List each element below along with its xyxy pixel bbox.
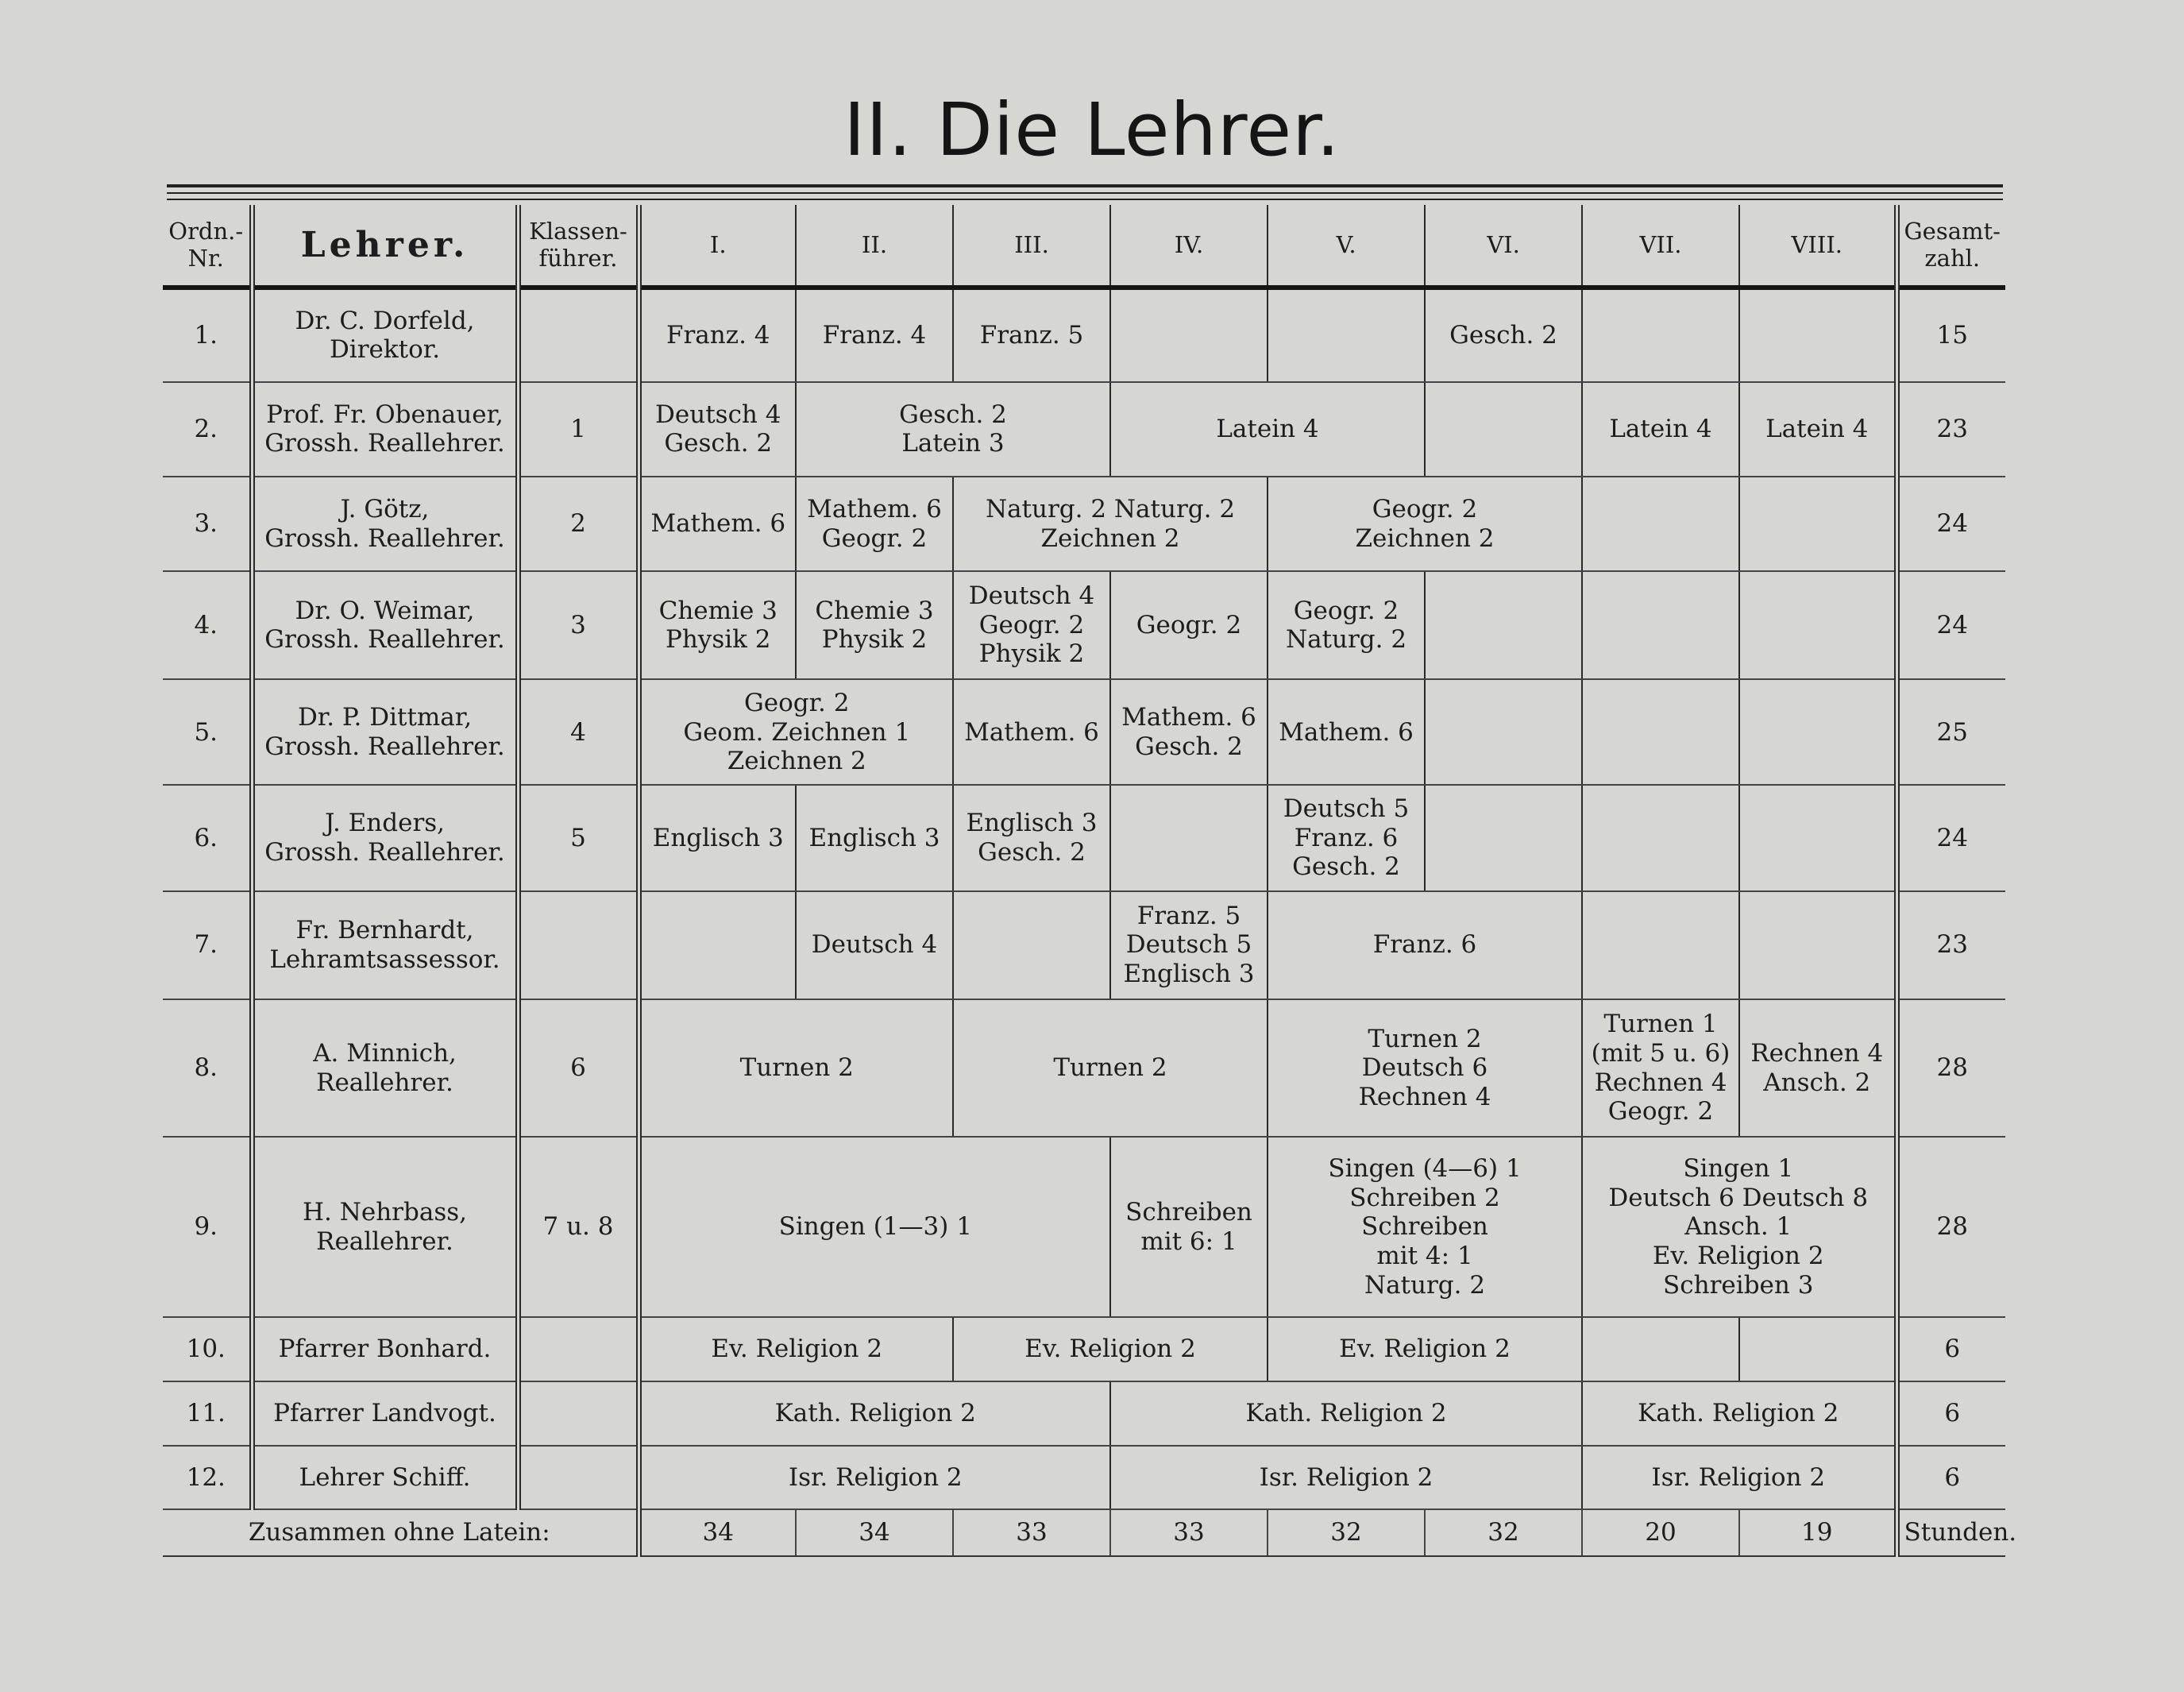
klassenfuehrer-cell bbox=[518, 1317, 639, 1381]
row-number: 2. bbox=[163, 382, 252, 477]
teacher-name: Prof. Fr. Obenauer, Grossh. Reallehrer. bbox=[252, 382, 518, 477]
row-number: 12. bbox=[163, 1446, 252, 1510]
lesson-cell: Isr. Religion 2 bbox=[1110, 1446, 1582, 1510]
class-header: IV. bbox=[1110, 205, 1268, 288]
title-rule-middle bbox=[167, 192, 2003, 194]
lesson-cell: Geogr. 2 Zeichnen 2 bbox=[1268, 477, 1582, 571]
row-number: 5. bbox=[163, 679, 252, 785]
teacher-name: H. Nehrbass, Reallehrer. bbox=[252, 1137, 518, 1317]
total-value: 32 bbox=[1268, 1509, 1425, 1556]
totals-row bbox=[163, 1509, 2005, 1556]
lesson-cell bbox=[1582, 891, 1739, 999]
lesson-cell bbox=[1110, 288, 1268, 382]
lesson-cell: Ev. Religion 2 bbox=[1268, 1317, 1582, 1381]
lesson-cell: Latein 4 bbox=[1582, 382, 1739, 477]
lesson-cell bbox=[1739, 288, 1897, 382]
klassenfuehrer-cell bbox=[518, 1446, 639, 1510]
class-header: I. bbox=[639, 205, 796, 288]
lesson-cell: Kath. Religion 2 bbox=[639, 1381, 1110, 1446]
total-hours: 28 bbox=[1897, 999, 2005, 1138]
lesson-cell bbox=[1425, 679, 1582, 785]
lesson-cell: Gesch. 2 bbox=[1425, 288, 1582, 382]
lesson-cell bbox=[1739, 1317, 1897, 1381]
teacher-timetable bbox=[163, 205, 2017, 1557]
lesson-cell bbox=[1582, 679, 1739, 785]
table-row bbox=[163, 1446, 2005, 1510]
lesson-cell bbox=[1582, 477, 1739, 571]
teacher-name: Lehrer Schiff. bbox=[252, 1446, 518, 1510]
lesson-cell: Deutsch 5 Franz. 6 Gesch. 2 bbox=[1268, 785, 1425, 890]
lesson-cell: Turnen 2 bbox=[639, 999, 953, 1138]
lesson-cell bbox=[1582, 288, 1739, 382]
lesson-cell: Franz. 5 bbox=[953, 288, 1110, 382]
lesson-cell: Mathem. 6 Gesch. 2 bbox=[1110, 679, 1268, 785]
lesson-cell: Chemie 3 Physik 2 bbox=[639, 571, 796, 679]
lesson-cell: Gesch. 2 Latein 3 bbox=[796, 382, 1110, 477]
teacher-name: Pfarrer Landvogt. bbox=[252, 1381, 518, 1446]
lesson-cell: Englisch 3 Gesch. 2 bbox=[953, 785, 1110, 890]
total-hours: 24 bbox=[1897, 785, 2005, 890]
header-row bbox=[163, 205, 2005, 288]
lesson-cell bbox=[1425, 382, 1582, 477]
total-value: 34 bbox=[796, 1509, 953, 1556]
total-hours: 23 bbox=[1897, 891, 2005, 999]
lesson-cell bbox=[1739, 785, 1897, 890]
lesson-cell: Singen 1 Deutsch 6 Deutsch 8 Ansch. 1 Ev. Religion 2 Schreiben 3 bbox=[1582, 1137, 1897, 1317]
row-number: 3. bbox=[163, 477, 252, 571]
teacher-name: A. Minnich, Reallehrer. bbox=[252, 999, 518, 1138]
klassenfuehrer-cell bbox=[518, 288, 639, 382]
total-hours: 24 bbox=[1897, 477, 2005, 571]
lesson-cell: Turnen 2 Deutsch 6 Rechnen 4 bbox=[1268, 999, 1582, 1138]
class-header: III. bbox=[953, 205, 1110, 288]
row-number: 7. bbox=[163, 891, 252, 999]
lesson-cell: Ev. Religion 2 bbox=[953, 1317, 1268, 1381]
klassenfuehrer-cell bbox=[518, 1381, 639, 1446]
total-hours: 25 bbox=[1897, 679, 2005, 785]
lesson-cell: Isr. Religion 2 bbox=[1582, 1446, 1897, 1510]
table-row bbox=[163, 891, 2005, 999]
table-row bbox=[163, 288, 2005, 382]
row-number: 11. bbox=[163, 1381, 252, 1446]
lesson-cell: Ev. Religion 2 bbox=[639, 1317, 953, 1381]
klassenfuehrer-cell: 4 bbox=[518, 679, 639, 785]
table-row bbox=[163, 679, 2005, 785]
klassenfuehrer-cell: 5 bbox=[518, 785, 639, 890]
title-rule-bottom bbox=[167, 199, 2003, 200]
row-number: 1. bbox=[163, 288, 252, 382]
lesson-cell: Mathem. 6 Geogr. 2 bbox=[796, 477, 953, 571]
lesson-cell: Mathem. 6 bbox=[953, 679, 1110, 785]
title-rule-top bbox=[167, 184, 2003, 187]
total-value: 33 bbox=[1110, 1509, 1268, 1556]
lehrer-header: Lehrer. bbox=[252, 205, 518, 288]
lesson-cell: Deutsch 4 bbox=[796, 891, 953, 999]
table-row bbox=[163, 571, 2005, 679]
klassenfuehrer-cell: 2 bbox=[518, 477, 639, 571]
row-number: 8. bbox=[163, 999, 252, 1138]
klassenfuehrer-cell: 3 bbox=[518, 571, 639, 679]
lesson-cell: Mathem. 6 bbox=[639, 477, 796, 571]
lesson-cell: Deutsch 4 Geogr. 2 Physik 2 bbox=[953, 571, 1110, 679]
lesson-cell: Englisch 3 bbox=[639, 785, 796, 890]
lesson-cell bbox=[1425, 785, 1582, 890]
table-row bbox=[163, 1317, 2005, 1381]
lesson-cell: Latein 4 bbox=[1110, 382, 1425, 477]
page-title: II. Die Lehrer. bbox=[843, 87, 1341, 172]
lesson-cell bbox=[639, 891, 796, 999]
lesson-cell: Englisch 3 bbox=[796, 785, 953, 890]
lesson-cell: Franz. 4 bbox=[639, 288, 796, 382]
lesson-cell bbox=[1268, 288, 1425, 382]
lesson-cell: Singen (1—3) 1 bbox=[639, 1137, 1110, 1317]
total-value: 19 bbox=[1739, 1509, 1897, 1556]
lesson-cell: Geogr. 2 bbox=[1110, 571, 1268, 679]
table-row bbox=[163, 785, 2005, 890]
klassenfuehrer-cell: 1 bbox=[518, 382, 639, 477]
total-hours: 28 bbox=[1897, 1137, 2005, 1317]
gesamt-header: Gesamt- zahl. bbox=[1897, 205, 2005, 288]
lesson-cell: Kath. Religion 2 bbox=[1110, 1381, 1582, 1446]
table-row bbox=[163, 477, 2005, 571]
class-header: VIII. bbox=[1739, 205, 1897, 288]
total-hours: 23 bbox=[1897, 382, 2005, 477]
row-number: 4. bbox=[163, 571, 252, 679]
row-number: 6. bbox=[163, 785, 252, 890]
class-header: VI. bbox=[1425, 205, 1582, 288]
class-header: V. bbox=[1268, 205, 1425, 288]
lesson-cell: Chemie 3 Physik 2 bbox=[796, 571, 953, 679]
lesson-cell: Franz. 6 bbox=[1268, 891, 1582, 999]
total-hours: 6 bbox=[1897, 1381, 2005, 1446]
lesson-cell bbox=[1739, 571, 1897, 679]
lesson-cell bbox=[1110, 785, 1268, 890]
teacher-name: J. Enders, Grossh. Reallehrer. bbox=[252, 785, 518, 890]
lesson-cell bbox=[1582, 1317, 1739, 1381]
klassenfuehrer-cell: 7 u. 8 bbox=[518, 1137, 639, 1317]
total-value: 20 bbox=[1582, 1509, 1739, 1556]
lesson-cell: Franz. 5 Deutsch 5 Englisch 3 bbox=[1110, 891, 1268, 999]
lesson-cell: Deutsch 4 Gesch. 2 bbox=[639, 382, 796, 477]
teacher-name: Dr. C. Dorfeld, Direktor. bbox=[252, 288, 518, 382]
lesson-cell: Naturg. 2 Naturg. 2 Zeichnen 2 bbox=[953, 477, 1268, 571]
total-hours: 15 bbox=[1897, 288, 2005, 382]
lesson-cell: Mathem. 6 bbox=[1268, 679, 1425, 785]
table-row bbox=[163, 999, 2005, 1138]
teacher-name: Dr. P. Dittmar, Grossh. Reallehrer. bbox=[252, 679, 518, 785]
table-row bbox=[163, 1137, 2005, 1317]
table-row bbox=[163, 1381, 2005, 1446]
lesson-cell bbox=[1739, 679, 1897, 785]
lesson-cell: Geogr. 2 Naturg. 2 bbox=[1268, 571, 1425, 679]
lesson-cell: Isr. Religion 2 bbox=[639, 1446, 1110, 1510]
klassenfuehrer-cell bbox=[518, 891, 639, 999]
teacher-name: Fr. Bernhardt, Lehramtsassessor. bbox=[252, 891, 518, 999]
totals-label: Zusammen ohne Latein: bbox=[163, 1509, 639, 1556]
lesson-cell: Kath. Religion 2 bbox=[1582, 1381, 1897, 1446]
klassenfuehrer-header: Klassen- führer. bbox=[518, 205, 639, 288]
lesson-cell: Schreiben mit 6: 1 bbox=[1110, 1137, 1268, 1317]
lesson-cell: Latein 4 bbox=[1739, 382, 1897, 477]
total-value: 33 bbox=[953, 1509, 1110, 1556]
lesson-cell: Rechnen 4 Ansch. 2 bbox=[1739, 999, 1897, 1138]
klassenfuehrer-cell: 6 bbox=[518, 999, 639, 1138]
lesson-cell bbox=[1739, 891, 1897, 999]
lesson-cell bbox=[1739, 477, 1897, 571]
lesson-cell: Franz. 4 bbox=[796, 288, 953, 382]
teacher-name: J. Götz, Grossh. Reallehrer. bbox=[252, 477, 518, 571]
total-value: 32 bbox=[1425, 1509, 1582, 1556]
lesson-cell: Singen (4—6) 1 Schreiben 2 Schreiben mit 4: 1 Naturg. 2 bbox=[1268, 1137, 1582, 1317]
teacher-name: Dr. O. Weimar, Grossh. Reallehrer. bbox=[252, 571, 518, 679]
teacher-name: Pfarrer Bonhard. bbox=[252, 1317, 518, 1381]
row-number: 9. bbox=[163, 1137, 252, 1317]
lesson-cell bbox=[1582, 571, 1739, 679]
lesson-cell bbox=[953, 891, 1110, 999]
lesson-cell: Turnen 1 (mit 5 u. 6) Rechnen 4 Geogr. 2 bbox=[1582, 999, 1739, 1138]
class-header: VII. bbox=[1582, 205, 1739, 288]
total-hours: 6 bbox=[1897, 1317, 2005, 1381]
total-value: 34 bbox=[639, 1509, 796, 1556]
lesson-cell: Geogr. 2 Geom. Zeichnen 1 Zeichnen 2 bbox=[639, 679, 953, 785]
total-hours: 24 bbox=[1897, 571, 2005, 679]
total-hours: 6 bbox=[1897, 1446, 2005, 1510]
row-number: 10. bbox=[163, 1317, 252, 1381]
lesson-cell bbox=[1425, 571, 1582, 679]
totals-unit: Stunden. bbox=[1897, 1509, 2005, 1556]
lesson-cell: Turnen 2 bbox=[953, 999, 1268, 1138]
table-row bbox=[163, 382, 2005, 477]
lesson-cell bbox=[1582, 785, 1739, 890]
ordn-header: Ordn.- Nr. bbox=[163, 205, 252, 288]
class-header: II. bbox=[796, 205, 953, 288]
